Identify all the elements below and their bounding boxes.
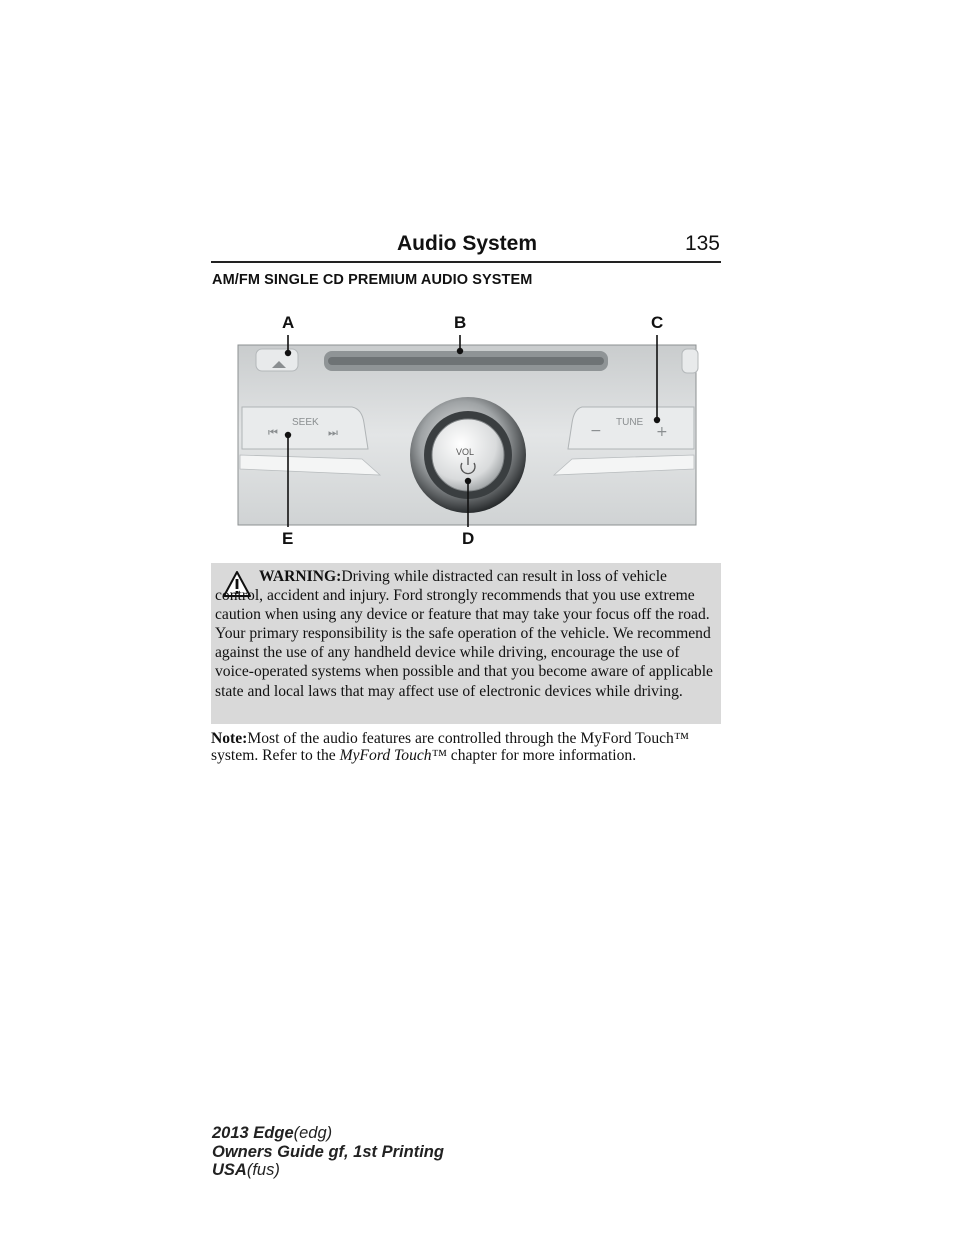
- tune-label: TUNE: [616, 417, 644, 428]
- footer-line-3: USA(fus): [212, 1161, 280, 1179]
- note-paragraph: [211, 730, 721, 764]
- page-header-title: Audio System: [397, 232, 538, 255]
- audio-panel-illustration: [212, 305, 722, 555]
- leader-dot-b: [457, 348, 463, 354]
- note-text-a: Most of the audio features are controlled through the MyFord Touch™ system. Refer to the: [211, 730, 690, 764]
- note-text-b: chapter for more information.: [446, 747, 637, 764]
- footer-line-2: Owners Guide gf, 1st Printing: [212, 1142, 444, 1161]
- warning-text: [215, 567, 718, 701]
- tune-plus-icon: +: [656, 424, 668, 440]
- tune-button: [568, 407, 694, 449]
- tune-minus-icon: −: [590, 423, 602, 439]
- warning-box: [211, 563, 721, 724]
- callout-label-c: C: [651, 313, 664, 332]
- warning-label: WARNING:: [259, 568, 342, 585]
- footer-printing-info: [212, 1124, 444, 1180]
- callout-label-b: B: [454, 313, 467, 332]
- warning-body: Driving while distracted can result in loss of vehicle control, accident and injury. Ford strongly recommends that you use extreme caution when using any device or feature that may take your focus off the road. Your primary responsibility is the safe operation of the vehicle. We recommend against the use of any handheld device while driving, encourage the use of voice-operated systems when possible and that you become aware of applicable state and local laws that may affect use of electronic devices while driving.: [215, 568, 713, 700]
- vol-label: VOL: [456, 447, 475, 457]
- leader-dot-e: [285, 432, 291, 438]
- leader-dot-c: [654, 417, 660, 423]
- callout-label-e: E: [282, 529, 294, 548]
- header-rule: [211, 261, 721, 263]
- seek-label: SEEK: [292, 417, 319, 428]
- audio-panel-figure: [212, 305, 722, 555]
- seek-forward-icon: ⏭: [328, 426, 338, 439]
- page-number: 135: [684, 232, 720, 255]
- section-heading: AM/FM SINGLE CD PREMIUM AUDIO SYSTEM: [212, 272, 533, 288]
- seek-back-icon: ⏮: [268, 426, 278, 439]
- note-chapter-reference: MyFord Touch™: [339, 747, 447, 764]
- leader-dot-d: [465, 478, 471, 484]
- seek-button: [242, 407, 368, 449]
- footer-line-1: 2013 Edge(edg): [212, 1124, 333, 1142]
- callout-label-a: A: [282, 313, 295, 332]
- note-label: Note:: [211, 730, 248, 747]
- leader-dot-a: [285, 350, 291, 356]
- callout-label-d: D: [462, 529, 475, 548]
